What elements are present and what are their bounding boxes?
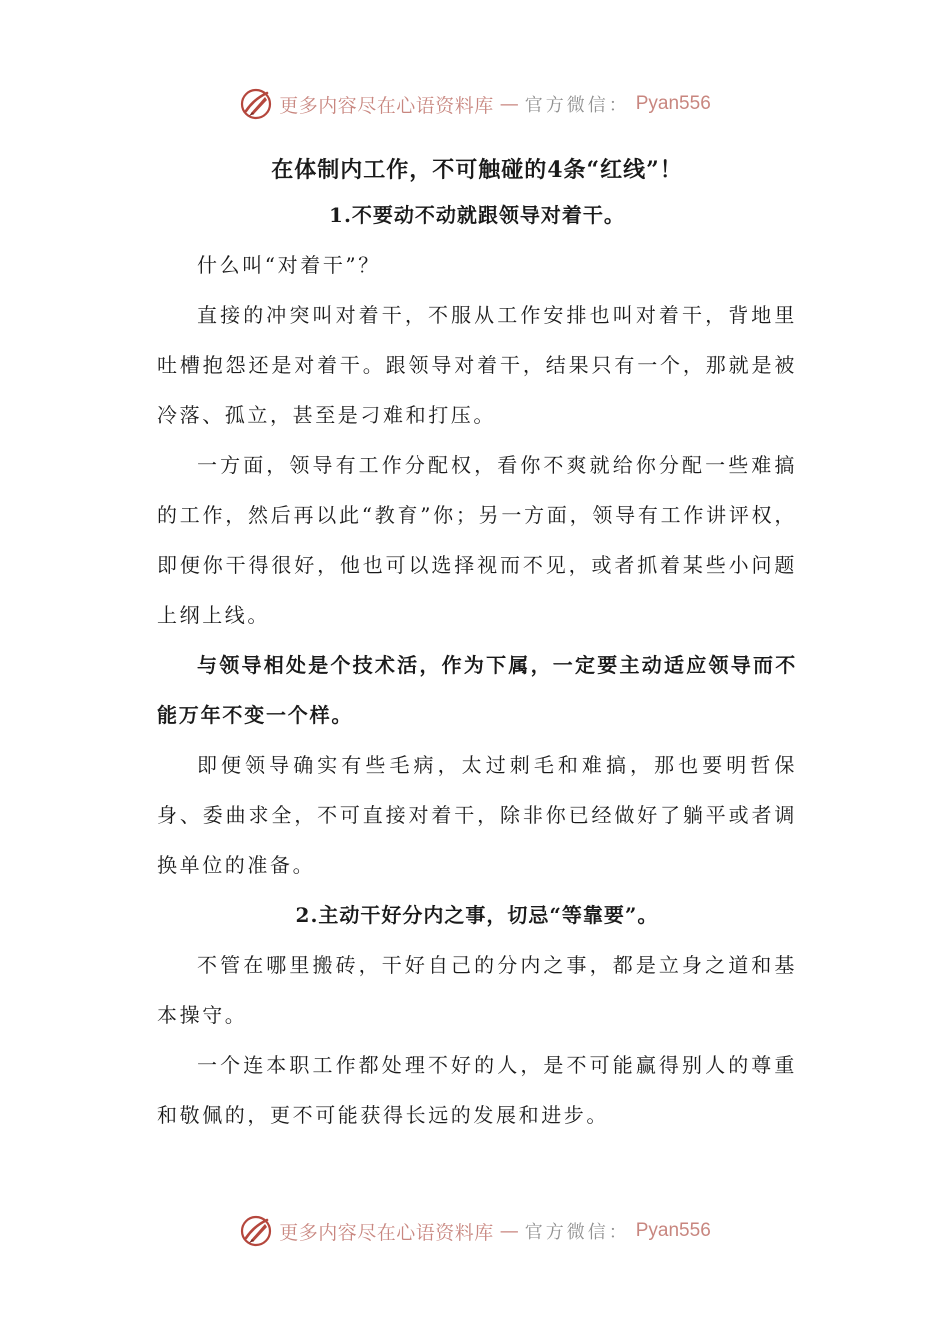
bold-paragraph: 与领导相处是个技术活，作为下属，一定要主动适应领导而不能万年不变一个样。 (157, 653, 797, 727)
paragraph: 什么叫“对着干”？ (197, 253, 381, 277)
banner-separator: — (499, 1220, 519, 1242)
section-heading-2: 2.主动干好分内之事，切忌“等靠要”。 (295, 903, 659, 927)
site-name: 更多内容尽在心语资料库 (279, 94, 494, 117)
wechat-label: 官方微信： (524, 95, 630, 116)
paragraph: 不管在哪里搬砖，干好自己的分内之事，都是立身之道和基本操守。 (157, 953, 797, 1027)
page-title: 在体制内工作，不可触碰的4条“红线”！ (271, 157, 683, 183)
paragraph: 直接的冲突叫对着干，不服从工作安排也叫对着干，背地里吐槽抱怨还是对着干。跟领导对着干，结果只有一个，那就是被冷落、孤立，甚至是刁难和打压。 (157, 303, 797, 427)
section-heading-1: 1.不要动不动就跟领导对着干。 (329, 203, 625, 227)
paragraph: 一方面，领导有工作分配权，看你不爽就给你分配一些难搞的工作，然后再以此“教育”你；另一方面，领导有工作讲评权，即便你干得很好，他也可以选择视而不见，或者抓着某些小问题上纲上线。 (157, 453, 797, 627)
pen-logo-icon (239, 87, 273, 121)
paragraph: 即便领导确实有些毛病，太过刺毛和难搞，那也要明哲保身、委曲求全，不可直接对着干，除非你已经做好了躺平或者调换单位的准备。 (157, 753, 797, 877)
header-banner (0, 84, 950, 124)
document-body (157, 150, 797, 1140)
wechat-label: 官方微信： (524, 1222, 630, 1243)
wechat-id: Pyan556 (635, 1220, 711, 1241)
banner-separator: — (499, 93, 519, 115)
pen-logo-icon (239, 1214, 273, 1248)
footer-banner (0, 1211, 950, 1251)
site-name: 更多内容尽在心语资料库 (279, 1221, 494, 1244)
wechat-id: Pyan556 (635, 93, 711, 114)
paragraph: 一个连本职工作都处理不好的人，是不可能赢得别人的尊重和敬佩的，更不可能获得长远的发展和进步。 (157, 1053, 797, 1127)
